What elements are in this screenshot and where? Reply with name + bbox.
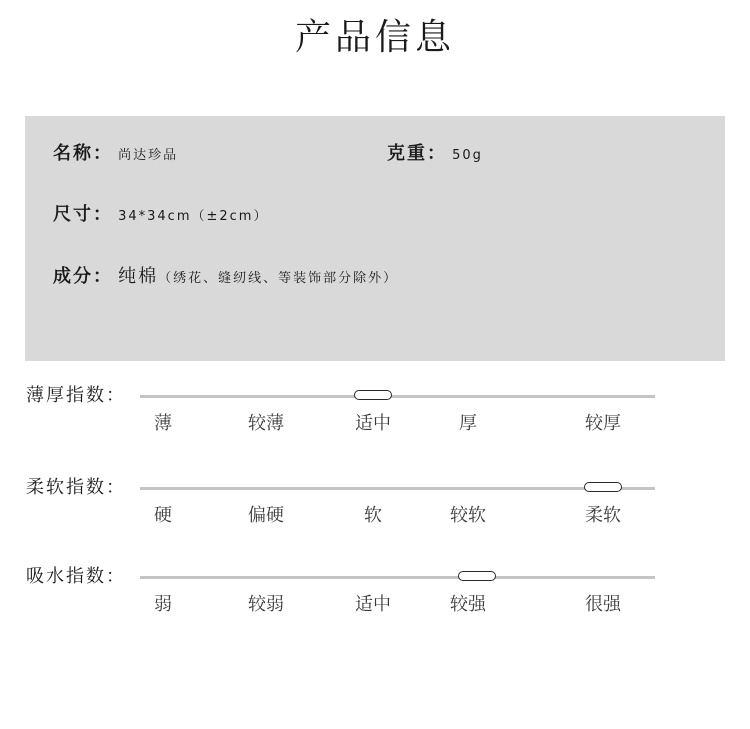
weight-value: 50g xyxy=(452,148,483,163)
scale-track xyxy=(140,395,655,398)
scale-option: 硬 xyxy=(154,505,172,526)
material-note: （绣花、缝纫线、等装饰部分除外） xyxy=(158,271,399,286)
size-value: 34*34cm（±2cm） xyxy=(118,209,269,224)
scale-track xyxy=(140,487,655,490)
scale-option: 厚 xyxy=(459,413,477,434)
scale-option: 偏硬 xyxy=(248,505,284,526)
scale-label: 柔软指数： xyxy=(26,477,126,498)
scale-option: 较薄 xyxy=(248,413,284,434)
info-panel xyxy=(25,116,725,361)
name-key: 名称： xyxy=(53,143,113,164)
name-value: 尚达珍品 xyxy=(118,148,179,163)
scale-marker xyxy=(584,482,622,492)
scale-label: 薄厚指数： xyxy=(26,385,126,406)
scale-softness xyxy=(0,476,750,546)
scale-option: 薄 xyxy=(154,413,172,434)
scale-option: 软 xyxy=(364,505,382,526)
info-row-size xyxy=(53,203,268,229)
material-key: 成分： xyxy=(53,266,113,287)
scale-absorbency xyxy=(0,565,750,635)
scale-option: 柔软 xyxy=(585,505,621,526)
size-key: 尺寸： xyxy=(53,204,113,225)
info-row-material xyxy=(53,265,398,291)
scale-track xyxy=(140,576,655,579)
scale-option: 适中 xyxy=(355,413,391,434)
scale-option: 很强 xyxy=(585,594,621,615)
scale-option: 较厚 xyxy=(585,413,621,434)
scale-option: 较软 xyxy=(450,505,486,526)
scale-thickness xyxy=(0,384,750,454)
scale-label: 吸水指数： xyxy=(26,566,126,587)
scale-option: 适中 xyxy=(355,594,391,615)
weight-key: 克重： xyxy=(387,143,447,164)
scale-option: 较强 xyxy=(450,594,486,615)
info-row-weight xyxy=(387,142,483,168)
scale-marker xyxy=(458,571,496,581)
info-row-name xyxy=(53,142,178,168)
page-title: 产品信息 xyxy=(294,17,455,58)
material-value: 纯棉 xyxy=(118,266,159,287)
scale-option: 较弱 xyxy=(248,594,284,615)
scale-marker xyxy=(354,390,392,400)
scale-option: 弱 xyxy=(154,594,172,615)
